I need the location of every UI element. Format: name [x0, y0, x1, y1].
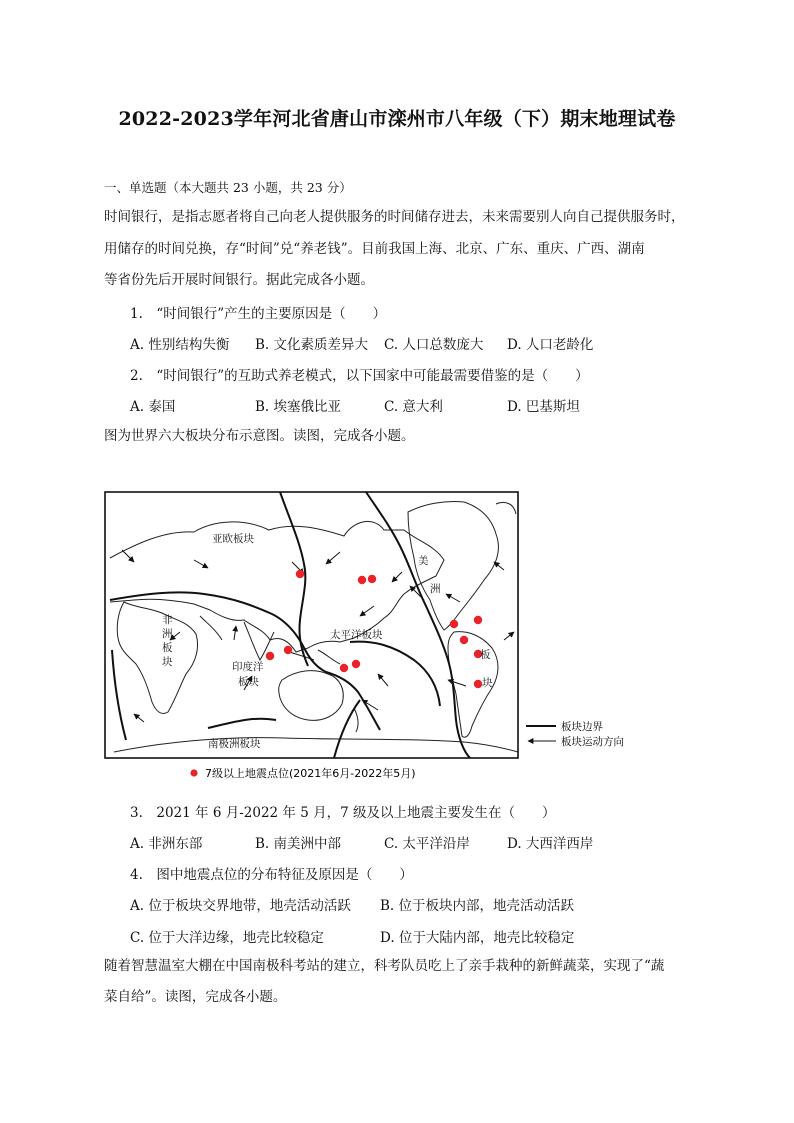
- q2-option-b[interactable]: B. 埃塞俄比亚: [255, 399, 342, 415]
- q3-option-d[interactable]: D. 大西洋西岸: [507, 836, 594, 852]
- question-4-stem: 4. 图中地震点位的分布特征及原因是（ ）: [130, 867, 413, 883]
- passage-3-line-1: 随着智慧温室大棚在中国南极科考站的建立，科考队员吃上了亲手栽种的新鲜蔬菜，实现了“蔬: [104, 958, 665, 974]
- label-american-2: 洲: [430, 583, 441, 595]
- label-american-4: 块: [482, 677, 493, 689]
- q4-option-d[interactable]: D. 位于大陆内部，地壳比较稳定: [380, 930, 575, 946]
- question-3-stem: 3. 2021 年 6 月-2022 年 5 月，7 级及以上地震主要发生在（ ）: [130, 805, 556, 821]
- passage-2: 图为世界六大板块分布示意图。读图，完成各小题。: [104, 428, 415, 444]
- label-american-3: 板: [480, 649, 491, 661]
- q3-option-b[interactable]: B. 南美洲中部: [255, 836, 342, 852]
- question-2-stem: 2. “时间银行”的互助式养老模式，以下国家中可能最需要借鉴的是（ ）: [130, 368, 589, 384]
- q1-option-a[interactable]: A. 性别结构失衡: [130, 337, 230, 353]
- q2-option-c[interactable]: C. 意大利: [384, 399, 443, 415]
- q4-option-b[interactable]: B. 位于板块内部，地壳活动活跃: [380, 898, 575, 914]
- passage-1-line-2: 用储存的时间兑换，存“时间”兑“养老钱”。目前我国上海、北京、广东、重庆、广西、湖南: [104, 241, 645, 257]
- q1-option-b[interactable]: B. 文化素质差异大: [255, 337, 369, 353]
- legend-direction-label: 板块运动方向: [561, 736, 624, 748]
- label-african-2: 洲: [162, 628, 173, 640]
- label-indian-ocean-1: 印度洋: [232, 661, 264, 673]
- world-plates-map: [104, 490, 644, 790]
- section-header: 一、单选题（本大题共 23 小题，共 23 分）: [104, 180, 352, 195]
- label-american-1: 美: [418, 555, 429, 567]
- q4-option-a[interactable]: A. 位于板块交界地带，地壳活动活跃: [130, 898, 351, 914]
- q1-option-c[interactable]: C. 人口总数庞大: [384, 337, 484, 353]
- legend-quake-label: 7级以上地震点位(2021年6月-2022年5月): [205, 767, 416, 780]
- label-pacific-plate: 太平洋板块: [330, 629, 383, 641]
- q3-option-c[interactable]: C. 太平洋沿岸: [384, 836, 470, 852]
- legend-boundary-label: 板块边界: [561, 721, 603, 733]
- q3-option-a[interactable]: A. 非洲东部: [130, 836, 203, 852]
- label-african-1: 非: [162, 614, 173, 626]
- label-african-3: 板: [162, 642, 173, 654]
- q1-option-d[interactable]: D. 人口老龄化: [507, 337, 594, 353]
- passage-1-line-3: 等省份先后开展时间银行。据此完成各小题。: [104, 272, 374, 288]
- passage-1-line-1: 时间银行，是指志愿者将自己向老人提供服务的时间储存进去，未来需要别人向自己提供服务时，: [104, 209, 685, 225]
- legend-quake-dot: [190, 769, 197, 776]
- label-indian-ocean-2: 板块: [238, 676, 259, 688]
- q2-option-d[interactable]: D. 巴基斯坦: [507, 399, 580, 415]
- label-eurasian-plate: 亚欧板块: [212, 533, 254, 545]
- page-title: 2022-2023学年河北省唐山市滦州市八年级（下）期末地理试卷: [118, 108, 676, 130]
- label-african-4: 块: [162, 656, 173, 668]
- passage-3-line-2: 菜自给”。读图，完成各小题。: [104, 989, 287, 1005]
- label-antarctic-plate: 南极洲板块: [208, 738, 261, 750]
- question-1-stem: 1. “时间银行”产生的主要原因是（ ）: [130, 306, 387, 322]
- q4-option-c[interactable]: C. 位于大洋边缘，地壳比较稳定: [130, 930, 324, 946]
- q2-option-a[interactable]: A. 泰国: [130, 399, 176, 415]
